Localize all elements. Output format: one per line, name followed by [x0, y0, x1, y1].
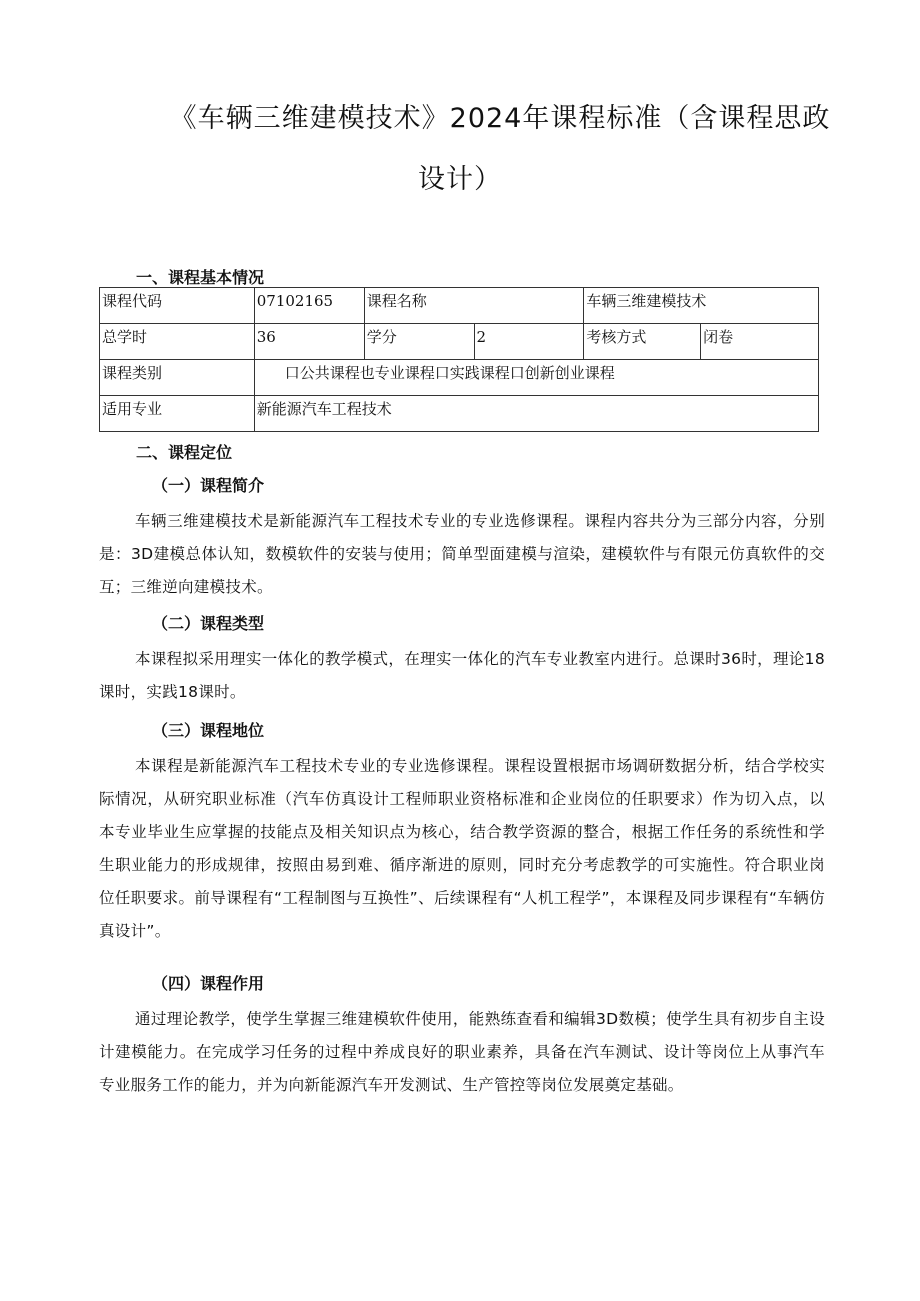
- document-title-line-2: 设计）: [418, 164, 502, 195]
- exam-method-value: 闭卷: [701, 324, 819, 360]
- course-code-value: 07102165: [254, 288, 364, 324]
- credit-label: 学分: [364, 324, 474, 360]
- paragraph-role: 通过理论教学，使学生掌握三维建模软件使用，能熟练查看和编辑3D数模；使学生具有初步自主设计建模能力。在完成学习任务的过程中养成良好的职业素养，具备在汽车测试、设计等岗位上从事汽车专业服务工作的能力，并为向新能源汽车开发测试、生产管控等岗位发展奠定基础。: [99, 1010, 825, 1094]
- course-category-label: 课程类别: [100, 360, 255, 396]
- subsection-heading-status: （三）课程地位: [152, 721, 265, 740]
- subsection-heading-type: （二）课程类型: [152, 614, 265, 633]
- course-category-value: 口公共课程也专业课程口实践课程口创新创业课程: [254, 360, 818, 396]
- total-hours-label: 总学时: [100, 324, 255, 360]
- subsection-heading-intro: （一）课程简介: [152, 476, 265, 495]
- section-heading-basic-info: 一、课程基本情况: [136, 268, 265, 287]
- exam-method-label: 考核方式: [584, 324, 701, 360]
- paragraph-status: 本课程是新能源汽车工程技术专业的专业选修课程。课程设置根据市场调研数据分析，结合学校实际情况，从研究职业标准（汽车仿真设计工程师职业资格标准和企业岗位的任职要求）作为切入点，以本专业毕业生应掌握的技能点及相关知识点为核心，结合教学资源的整合，根据工作任务的系统性和学生职业能力的形成规律，按照由易到难、循序渐进的原则，同时充分考虑教学的可实施性。符合职业岗位任职要求。前导课程有“工程制图与互换性”、后续课程有“人机工程学”，本课程及同步课程有“车辆仿真设计”。: [99, 757, 825, 940]
- applicable-major-label: 适用专业: [100, 396, 255, 432]
- credit-value: 2: [474, 324, 584, 360]
- table-row: [100, 288, 819, 324]
- course-name-label: 课程名称: [364, 288, 584, 324]
- course-info-table: [99, 287, 819, 432]
- total-hours-value: 36: [254, 324, 364, 360]
- section-heading-positioning: 二、课程定位: [136, 443, 233, 462]
- course-code-label: 课程代码: [100, 288, 255, 324]
- table-row: [100, 360, 819, 396]
- document-title-line-1: 《车辆三维建模技术》2024年课程标准（含课程思政: [169, 103, 831, 134]
- applicable-major-value: 新能源汽车工程技术: [254, 396, 818, 432]
- subsection-heading-role: （四）课程作用: [152, 974, 265, 993]
- table-row: [100, 324, 819, 360]
- table-row: [100, 396, 819, 432]
- paragraph-type: 本课程拟采用理实一体化的教学模式，在理实一体化的汽车专业教室内进行。总课时36时，理论18课时，实践18课时。: [99, 650, 825, 701]
- paragraph-intro: 车辆三维建模技术是新能源汽车工程技术专业的专业选修课程。课程内容共分为三部分内容，分别是：3D建模总体认知，数模软件的安装与使用；简单型面建模与渲染，建模软件与有限元仿真软件的交互；三维逆向建模技术。: [99, 512, 825, 596]
- course-name-value: 车辆三维建模技术: [584, 288, 819, 324]
